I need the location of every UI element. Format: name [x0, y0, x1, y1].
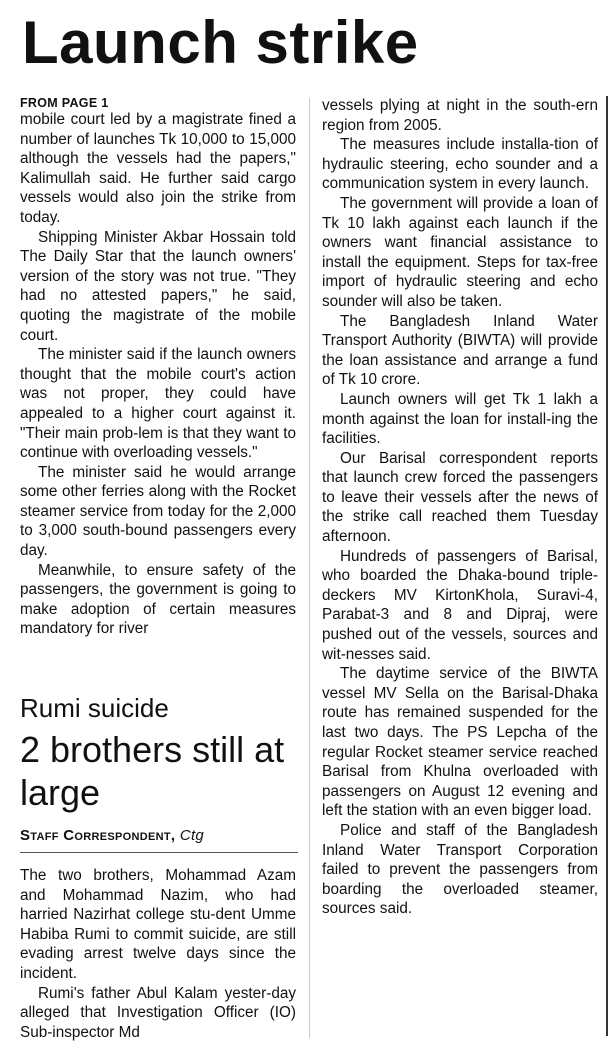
paragraph: Police and staff of the Bangladesh Inland Water Transport Corporation failed to prevent the passengers from boarding the overloaded steamer, sources said. — [322, 821, 598, 918]
byline-rule — [20, 852, 298, 853]
paragraph: The government will provide a loan of Tk 10 lakh against each launch if the owners want financial assistance to install the equipment. Steps for tax-free import of hydraulic steering and echo sounder will also be taken. — [322, 194, 598, 310]
column-divider — [309, 98, 310, 1038]
paragraph: Rumi's father Abul Kalam yester-day alleged that Investigation Officer (IO) Sub-inspector Md — [20, 984, 296, 1041]
second-story-body — [20, 866, 296, 1042]
paragraph: The two brothers, Mohammad Azam and Mohammad Nazim, who had harried Nazirhat college stu-dent Umme Habiba Rumi to commit suicide, are still evading arrest twelve days since the incident. — [20, 867, 296, 982]
paragraph: vessels plying at night in the south-ern region from 2005. — [322, 97, 598, 134]
paragraph: Shipping Minister Akbar Hossain told The Daily Star that the launch owners' version of the story was not true. "They had no attested papers," he said, quoting the magistrate of the mobile court. — [20, 228, 296, 344]
byline — [20, 826, 290, 846]
paragraph: mobile court led by a magistrate fined a number of launches Tk 10,000 to 15,000 although the vessels had the papers," Kalimullah said. He further said cargo vessels would also join the strike from today. — [20, 111, 296, 226]
second-story-headline: 2 brothers still at large — [20, 729, 285, 813]
left-column — [20, 96, 296, 639]
page-edge — [606, 96, 608, 1036]
paragraph: The measures include installa-tion of hydraulic steering, echo sounder and a communication system in every launch. — [322, 136, 598, 193]
from-page-label: FROM PAGE 1 — [20, 96, 109, 110]
paragraph: The Bangladesh Inland Water Transport Authority (BIWTA) will provide the loan assistance and arrange a fund of Tk 10 crore. — [322, 312, 598, 389]
second-story-kicker: Rumi suicide — [20, 693, 169, 723]
paragraph: Launch owners will get Tk 1 lakh a month against the loan for install-ing the facilities. — [322, 390, 598, 448]
right-column — [322, 96, 598, 919]
paragraph: Our Barisal correspondent reports that launch crew forced the passengers to leave their vessels after the news of the strike call reached them Tuesday afternoon. — [322, 449, 598, 546]
headline: Launch strike — [22, 9, 419, 76]
paragraph: Meanwhile, to ensure safety of the passengers, the government is going to make adoption of certain measures mandatory for river — [20, 561, 296, 638]
paragraph: The daytime service of the BIWTA vessel MV Sella on the Barisal-Dhaka route has remained suspended for the last two days. The PS Lepcha of the regular Rocket steamer service reached Barisal from Khulna overloaded with passengers on August 12 evening and left the station with an even bigger load. — [322, 665, 598, 820]
byline-place: Ctg — [179, 827, 205, 844]
paragraph: The minister said he would arrange some other ferries along with the Rocket steamer service from today for the 2,000 to 3,000 south-bound passengers every day. — [20, 463, 296, 560]
paragraph: Hundreds of passengers of Barisal, who boarded the Dhaka-bound triple-deckers MV KirtonKhola, Suravi-4, Parabat-3 and 8 and Dipraj, were pushed out of the vessels, sources and wit-nesses said. — [322, 547, 598, 663]
byline-author: Staff Correspondent, — [20, 827, 176, 844]
paragraph: The minister said if the launch owners thought that the mobile court's action was not proper, they could have appealed to a higher court against it. "Their main prob-lem is that they want to continue with overloading vessels." — [20, 346, 296, 462]
